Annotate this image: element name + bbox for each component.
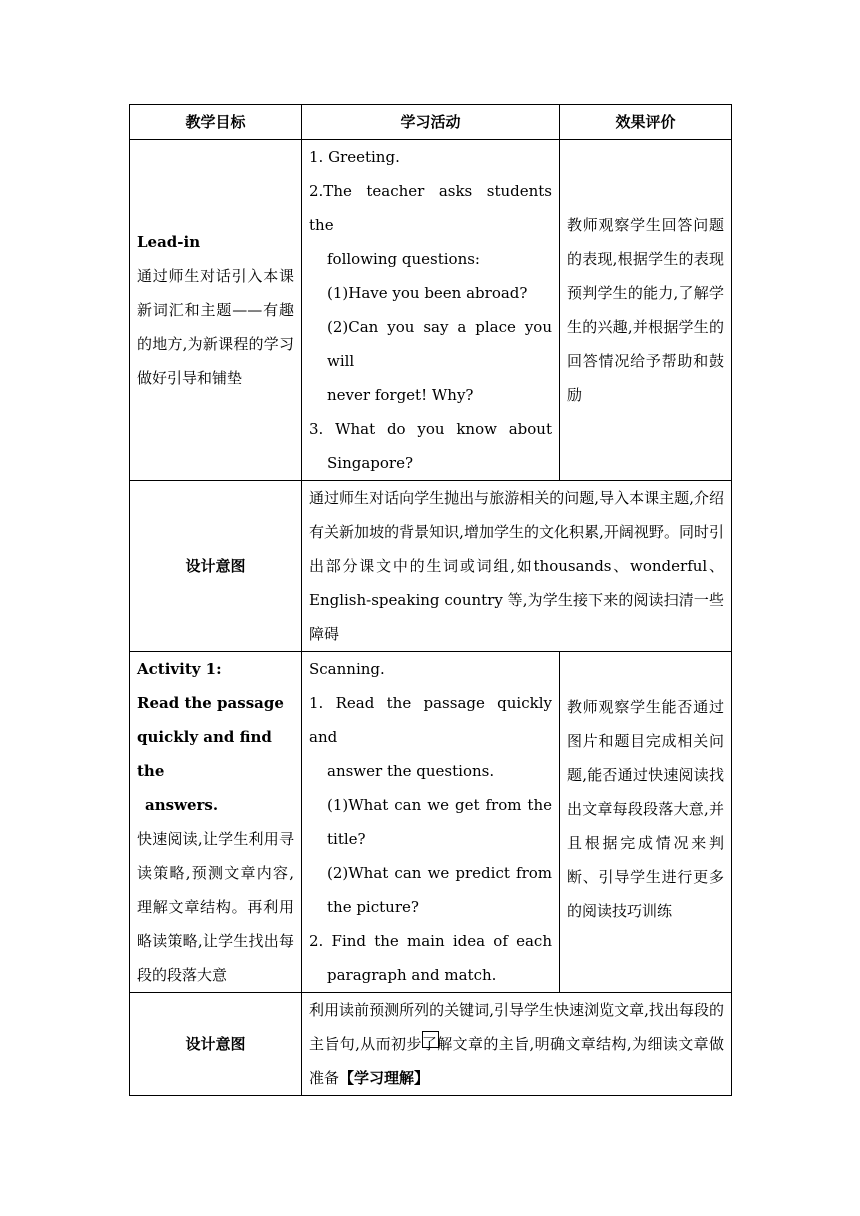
activity-line: the picture?: [327, 898, 419, 916]
lead-in-goal-text: 通过师生对话引入本课新词汇和主题——有趣的地方,为新课程的学习做好引导和铺垫: [137, 267, 294, 387]
lead-in-evaluation-cell: 教师观察学生回答问题的表现,根据学生的表现预判学生的能力,了解学生的兴趣,并根据学生的回答情况给予帮助和鼓励: [560, 140, 732, 481]
activity-1-goal-cell: [130, 652, 302, 993]
activity-line: following questions:: [327, 250, 480, 268]
design-intent-label: 设计意图: [130, 481, 302, 652]
header-teaching-goal: 教学目标: [130, 105, 302, 140]
activity-line: Scanning.: [309, 660, 385, 678]
header-effect-evaluation: 效果评价: [560, 105, 732, 140]
activity-1-title-line: Activity 1:: [137, 660, 222, 678]
activity-line: (2)What can we predict from: [327, 864, 552, 882]
lesson-plan-table: [129, 104, 732, 1096]
lead-in-title: Lead-in: [137, 233, 201, 251]
activity-line: 3. What do you know about: [309, 420, 552, 438]
activity-line: 1. Read the passage quickly and: [309, 694, 552, 746]
page-marker-box: [422, 1031, 439, 1048]
activity-line: answer the questions.: [327, 762, 495, 780]
activity-1-activities-cell: [302, 652, 560, 993]
activity-line: Singapore?: [327, 454, 414, 472]
activity-line: never forget! Why?: [327, 386, 474, 404]
lead-in-row: [130, 140, 732, 481]
activity-line: 2. Find the main idea of each: [309, 932, 552, 950]
design-intent-row-1: [130, 481, 732, 652]
activity-1-evaluation-cell: 教师观察学生能否通过图片和题目完成相关问题,能否通过快速阅读找出文章每段段落大意,并且根据完成情况来判断、引导学生进行更多的阅读技巧训练: [560, 652, 732, 993]
header-row: [130, 105, 732, 140]
activity-line: 2.The teacher asks students the: [309, 182, 552, 234]
activity-1-row: [130, 652, 732, 993]
lead-in-goal-cell: [130, 140, 302, 481]
design-intent-cell: [302, 993, 732, 1096]
lead-in-activities-cell: [302, 140, 560, 481]
activity-line: title?: [327, 830, 366, 848]
design-intent-label: 设计意图: [130, 993, 302, 1096]
activity-line: (1)What can we get from the: [327, 796, 552, 814]
learning-tag: 【学习理解】: [339, 1069, 430, 1087]
activity-line: paragraph and match.: [327, 966, 497, 984]
activity-line: (1)Have you been abroad?: [327, 284, 528, 302]
activity-line: 1. Greeting.: [309, 148, 400, 166]
activity-1-title-line: quickly and find the: [137, 728, 272, 780]
design-intent-text: 通过师生对话向学生抛出与旅游相关的问题,导入本课主题,介绍有关新加坡的背景知识,增加学生的文化积累,开阔视野。同时引出部分课文中的生词或词组,如thousands、wonderful、English-speaking country 等,为学生接下来的阅读扫清一些障碍: [302, 481, 732, 652]
design-intent-text: 利用读前预测所列的关键词,引导学生快速浏览文章,找出每段的主旨句,从而初步了解文章的主旨,明确文章结构,为细读文章做准备: [309, 1001, 724, 1087]
activity-line: (2)Can you say a place you will: [327, 318, 552, 370]
activity-1-title-line: answers.: [145, 796, 219, 814]
header-learning-activity: 学习活动: [302, 105, 560, 140]
activity-1-goal-text: 快速阅读,让学生利用寻读策略,预测文章内容,理解文章结构。再利用略读策略,让学生找出每段的段落大意: [137, 830, 294, 984]
activity-1-title-line: Read the passage: [137, 694, 284, 712]
